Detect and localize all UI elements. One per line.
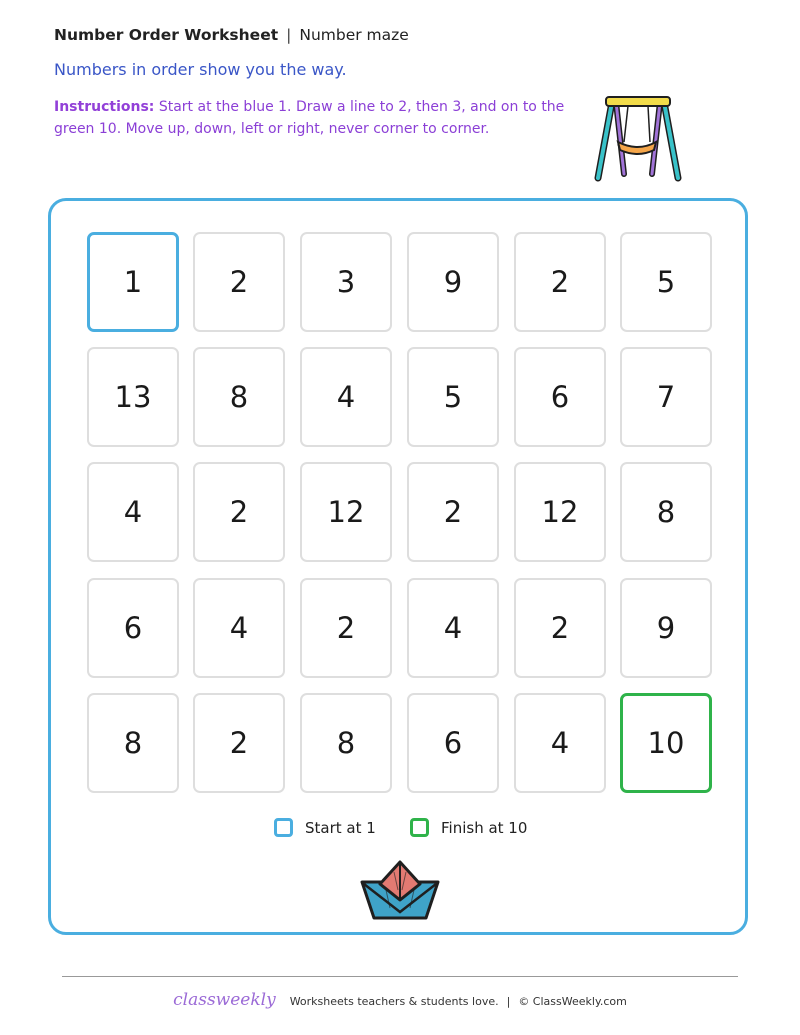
maze-cell-r4-c2[interactable]: 4: [193, 578, 285, 678]
maze-cell-r2-c5[interactable]: 6: [514, 347, 606, 447]
maze-cell-r5-c1[interactable]: 8: [87, 693, 179, 793]
maze-cell-r1-c4[interactable]: 9: [407, 232, 499, 332]
maze-cell-r1-c1[interactable]: 1: [87, 232, 179, 332]
instructions-text: Start at the blue 1. Draw a line to 2, then 3, and on to the green 10. Move up, down, left or right, never corner to corner.: [54, 99, 565, 137]
footer-separator: |: [506, 995, 511, 1008]
maze-cell-r5-c4[interactable]: 6: [407, 693, 499, 793]
maze-cell-r4-c5[interactable]: 2: [514, 578, 606, 678]
legend-finish-label: Finish at 10: [441, 818, 528, 837]
start-swatch: [274, 818, 293, 837]
footer: [0, 990, 800, 1010]
swing-icon: [594, 92, 682, 184]
maze-cell-r1-c6[interactable]: 5: [620, 232, 712, 332]
brand-logo: classweekly: [173, 990, 276, 1010]
maze-cell-r5-c5[interactable]: 4: [514, 693, 606, 793]
footer-divider: [62, 976, 738, 977]
maze-cell-r3-c2[interactable]: 2: [193, 462, 285, 562]
maze-cell-r3-c5[interactable]: 12: [514, 462, 606, 562]
maze-cell-r4-c6[interactable]: 9: [620, 578, 712, 678]
instructions: [54, 96, 584, 140]
maze-cell-r3-c1[interactable]: 4: [87, 462, 179, 562]
legend-start-label: Start at 1: [305, 818, 376, 837]
maze-cell-r4-c3[interactable]: 2: [300, 578, 392, 678]
maze-cell-r3-c6[interactable]: 8: [620, 462, 712, 562]
maze-cell-r2-c2[interactable]: 8: [193, 347, 285, 447]
maze-cell-r3-c3[interactable]: 12: [300, 462, 392, 562]
maze-cell-r5-c2[interactable]: 2: [193, 693, 285, 793]
maze-cell-r2-c4[interactable]: 5: [407, 347, 499, 447]
maze-cell-r1-c2[interactable]: 2: [193, 232, 285, 332]
footer-tagline: Worksheets teachers & students love.: [289, 995, 499, 1008]
worksheet-subtitle: Number maze: [299, 26, 409, 44]
maze-cell-r2-c1[interactable]: 13: [87, 347, 179, 447]
legend-start: [274, 818, 376, 837]
maze-cell-r5-c6[interactable]: 10: [620, 693, 712, 793]
footer-copyright: © ClassWeekly.com: [518, 995, 627, 1008]
maze-cell-r2-c6[interactable]: 7: [620, 347, 712, 447]
maze-cell-r2-c3[interactable]: 4: [300, 347, 392, 447]
finish-swatch: [410, 818, 429, 837]
tagline: Numbers in order show you the way.: [54, 60, 347, 79]
maze-cell-r4-c4[interactable]: 4: [407, 578, 499, 678]
legend-finish: [410, 818, 527, 837]
maze-cell-r5-c3[interactable]: 8: [300, 693, 392, 793]
maze-cell-r4-c1[interactable]: 6: [87, 578, 179, 678]
worksheet-title: Number Order Worksheet: [54, 26, 279, 44]
header-separator: |: [286, 26, 292, 44]
paper-boat-icon: [360, 860, 440, 922]
maze-cell-r1-c5[interactable]: 2: [514, 232, 606, 332]
worksheet-header: [54, 26, 409, 44]
maze-cell-r3-c4[interactable]: 2: [407, 462, 499, 562]
maze-cell-r1-c3[interactable]: 3: [300, 232, 392, 332]
instructions-lead: Instructions:: [54, 99, 155, 115]
